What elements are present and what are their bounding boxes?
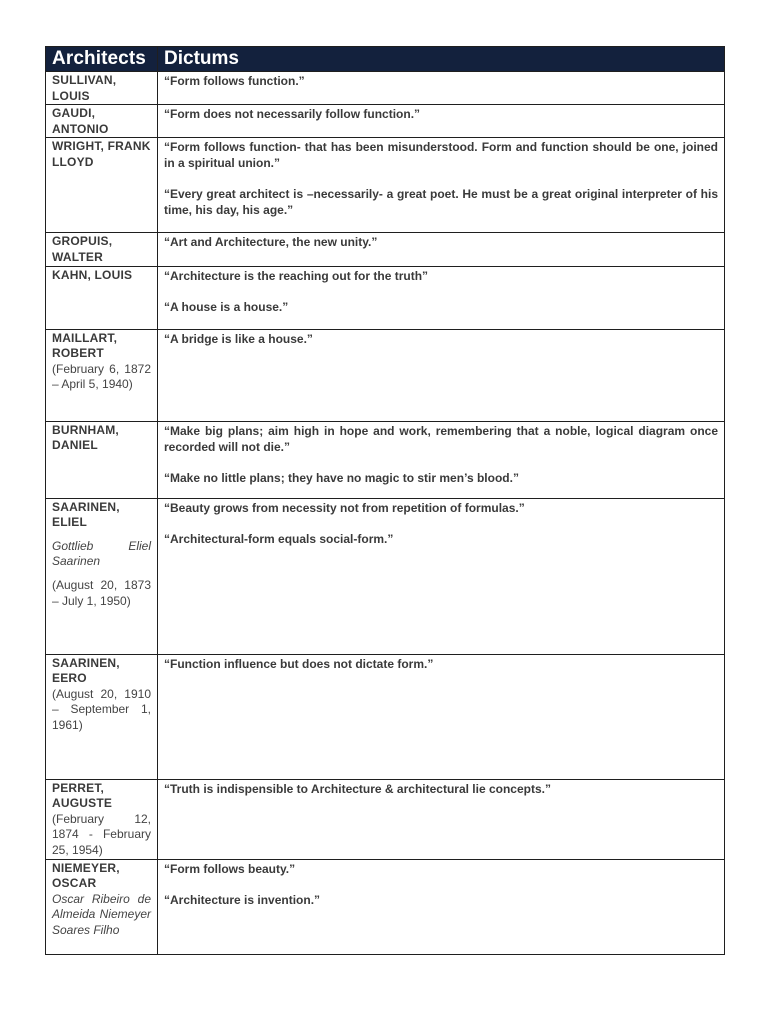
architect-full-name: Gottlieb Eliel Saarinen — [52, 538, 151, 569]
architect-cell — [46, 421, 158, 498]
architect-cell — [46, 105, 158, 138]
architect-cell — [46, 138, 158, 233]
dictum-quote: “Beauty grows from necessity not from repetition of formulas.” — [164, 500, 525, 515]
dictum-quote: “Architecture is the reaching out for the truth” — [164, 268, 429, 283]
dictum-cell — [158, 421, 725, 498]
architect-name: KAHN, LOUIS — [52, 267, 133, 282]
architect-cell — [46, 859, 158, 954]
architect-cell — [46, 779, 158, 859]
dictum-quote: “Form follows function- that has been misunderstood. Form and function should be one, joined in a spiritual union.” — [164, 140, 718, 171]
table-row — [46, 329, 725, 421]
architect-cell — [46, 329, 158, 421]
architect-name: GAUDI, ANTONIO — [52, 106, 109, 136]
dictum-cell — [158, 138, 725, 233]
architect-dates: (August 20, 1873 – July 1, 1950) — [52, 577, 151, 608]
architect-dates: (August 20, 1910 – September 1, 1961) — [52, 686, 151, 732]
table-row — [46, 105, 725, 138]
dictum-cell — [158, 498, 725, 654]
dictum-cell — [158, 105, 725, 138]
architect-name: GROPUIS, WALTER — [52, 234, 113, 264]
dictum-cell — [158, 266, 725, 329]
dictum-quote: “Form follows beauty.” — [164, 861, 296, 876]
architect-cell — [46, 654, 158, 779]
table-row — [46, 266, 725, 329]
architect-dates: (February 12, 1874 - February 25, 1954) — [52, 811, 151, 857]
architect-cell — [46, 498, 158, 654]
architect-full-name: Oscar Ribeiro de Almeida Niemeyer Soares Filho — [52, 891, 151, 937]
dictum-quote: “Truth is indispensible to Architecture & architectural lie concepts.” — [164, 781, 551, 796]
dictum-cell — [158, 329, 725, 421]
architect-name: SAARINEN, EERO — [52, 655, 120, 686]
dictum-quote: “Architectural-form equals social-form.” — [164, 531, 394, 546]
table-row — [46, 421, 725, 498]
dictum-cell — [158, 72, 725, 105]
architect-name: PERRET, AUGUSTE — [52, 780, 113, 811]
dictum-quote: “Make big plans; aim high in hope and work, remembering that a noble, logical diagram once recorded will not die.” — [164, 423, 718, 454]
dictum-cell — [158, 654, 725, 779]
dictum-quote: “Architecture is invention.” — [164, 892, 321, 907]
dictum-quote: “Every great architect is –necessarily- a great poet. He must be a great original interpreter of his time, his day, his age.” — [164, 187, 718, 218]
architect-name: BURNHAM, DANIEL — [52, 422, 119, 453]
header-dictums: Dictums — [158, 47, 725, 72]
architect-dates: (February 6, 1872 – April 5, 1940) — [52, 361, 151, 392]
architect-name: SULLIVAN, LOUIS — [52, 73, 117, 103]
dictum-quote: “Function influence but does not dictate form.” — [164, 656, 434, 671]
table-row — [46, 72, 725, 105]
table-row — [46, 233, 725, 266]
dictum-quote: “A bridge is like a house.” — [164, 331, 313, 346]
architect-cell — [46, 72, 158, 105]
architect-cell — [46, 233, 158, 266]
architect-name: WRIGHT, FRANK LLOYD — [52, 139, 151, 169]
architect-name: MAILLART, ROBERT — [52, 330, 118, 361]
table-header — [46, 47, 725, 72]
table-row — [46, 498, 725, 654]
header-architects: Architects — [46, 47, 158, 72]
table-row — [46, 654, 725, 779]
architect-name: NIEMEYER, OSCAR — [52, 860, 120, 891]
table-row — [46, 859, 725, 954]
dictum-cell — [158, 233, 725, 266]
table-row — [46, 138, 725, 233]
dictum-quote: “Make no little plans; they have no magic to stir men’s blood.” — [164, 470, 519, 485]
architect-cell — [46, 266, 158, 329]
dictum-cell — [158, 859, 725, 954]
dictum-quote: “Form follows function.” — [164, 74, 305, 88]
architect-name: SAARINEN, ELIEL — [52, 499, 120, 530]
architects-dictums-table — [45, 46, 725, 955]
dictum-cell — [158, 779, 725, 859]
dictum-quote: “Art and Architecture, the new unity.” — [164, 235, 378, 250]
table-row — [46, 779, 725, 859]
dictum-quote: “A house is a house.” — [164, 299, 289, 314]
dictum-quote: “Form does not necessarily follow function.” — [164, 107, 421, 122]
